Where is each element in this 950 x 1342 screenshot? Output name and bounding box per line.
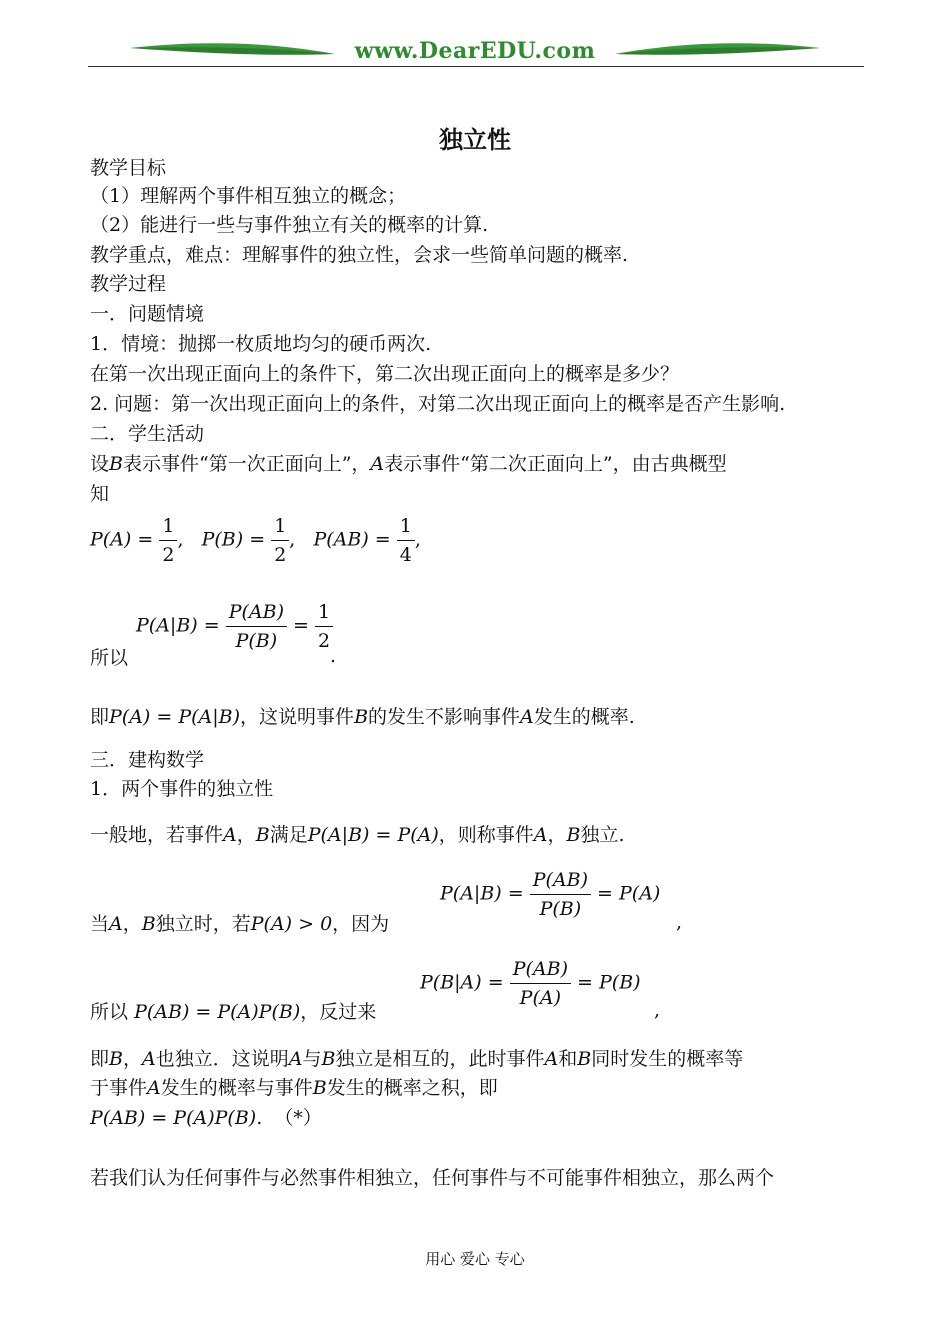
fraction: $\frac{P(AB)}{P(A)}$ — [510, 955, 571, 1012]
text-line: 三．建构数学 — [90, 749, 205, 771]
text-line: 1．两个事件的独立性 — [90, 778, 274, 800]
text-line: 二．学生活动 — [90, 423, 205, 445]
footer-text: 用心 爱心 专心 — [425, 1250, 525, 1268]
text-line: 一般地，若事件A，B满足P(A|B) = P(A)，则称事件A，B独立. — [90, 824, 625, 846]
text-line: （2）能进行一些与事件独立有关的概率的计算. — [90, 214, 489, 236]
text-line: 教学目标 — [90, 157, 167, 179]
logo-text: www.DearEDU.com — [354, 38, 596, 64]
formula-conditional: P(A|B) = $\frac{P(AB)}{P(B)}$ = $\frac{1}{2}$ — [136, 598, 333, 655]
math-var: B — [109, 453, 123, 475]
fraction: $\frac{P(AB)}{P(B)}$ — [530, 866, 591, 923]
comma: , — [654, 999, 661, 1021]
comma: , — [676, 911, 683, 933]
fraction: $\frac{1}{2}$ — [271, 512, 289, 569]
text-line: 所以 — [90, 647, 129, 669]
text-line: 1．情境：抛掷一枚质地均匀的硬币两次. — [90, 333, 432, 355]
text-line: （1）理解两个事件相互独立的概念； — [90, 185, 407, 207]
fraction: $\frac{1}{2}$ — [159, 512, 177, 569]
period: . — [330, 645, 337, 667]
text-line: 知 — [90, 483, 110, 505]
text-line: 教学重点，难点：理解事件的独立性，会求一些简单问题的概率. — [90, 244, 629, 266]
text-line: 教学过程 — [90, 273, 167, 295]
math-var: A — [370, 453, 385, 475]
text-line: P(AB) = P(A)P(B). （*） — [90, 1107, 322, 1129]
text-line: 即B，A也独立．这说明A与B独立是相互的，此时事件A和B同时发生的概率等 — [90, 1048, 744, 1070]
header-divider — [88, 66, 864, 67]
fraction: $\frac{1}{2}$ — [315, 598, 333, 655]
text-line: 设B表示事件“第一次正面向上”，A表示事件“第二次正面向上”，由古典概型 — [90, 453, 727, 475]
text-line: 在第一次出现正面向上的条件下，第二次出现正面向上的概率是多少？ — [90, 363, 680, 385]
fraction: $\frac{1}{4}$ — [397, 512, 415, 569]
text-line: 即P(A) = P(A|B)，这说明事件B的发生不影响事件A发生的概率. — [90, 706, 635, 728]
page-title: 独立性 — [439, 126, 511, 154]
fraction: $\frac{P(AB)}{P(B)}$ — [226, 598, 287, 655]
formula-independence: P(A|B) = $\frac{P(AB)}{P(B)}$ = P(A) — [440, 866, 660, 923]
text-line: 若我们认为任何事件与必然事件相独立，任何事件与不可能事件相独立，那么两个 — [90, 1167, 775, 1189]
formula-probabilities: P(A) = $\frac{1}{2}$ , P(B) = $\frac{1}{2}$ , P(AB) = $\frac{1}{4}$ , — [90, 512, 421, 569]
text-line: 一．问题情境 — [90, 303, 205, 325]
text-line: 所以 P(AB) = P(A)P(B)，反过来 — [90, 1001, 377, 1023]
formula-reverse: P(B|A) = $\frac{P(AB)}{P(A)}$ = P(B) — [420, 955, 641, 1012]
header-logo — [120, 36, 830, 68]
text-line: 于事件A发生的概率与事件B发生的概率之积，即 — [90, 1077, 498, 1099]
text-line: 当A，B独立时，若P(A) > 0，因为 — [90, 913, 390, 935]
text-line: 2. 问题：第一次出现正面向上的条件，对第二次出现正面向上的概率是否产生影响. — [90, 393, 786, 415]
